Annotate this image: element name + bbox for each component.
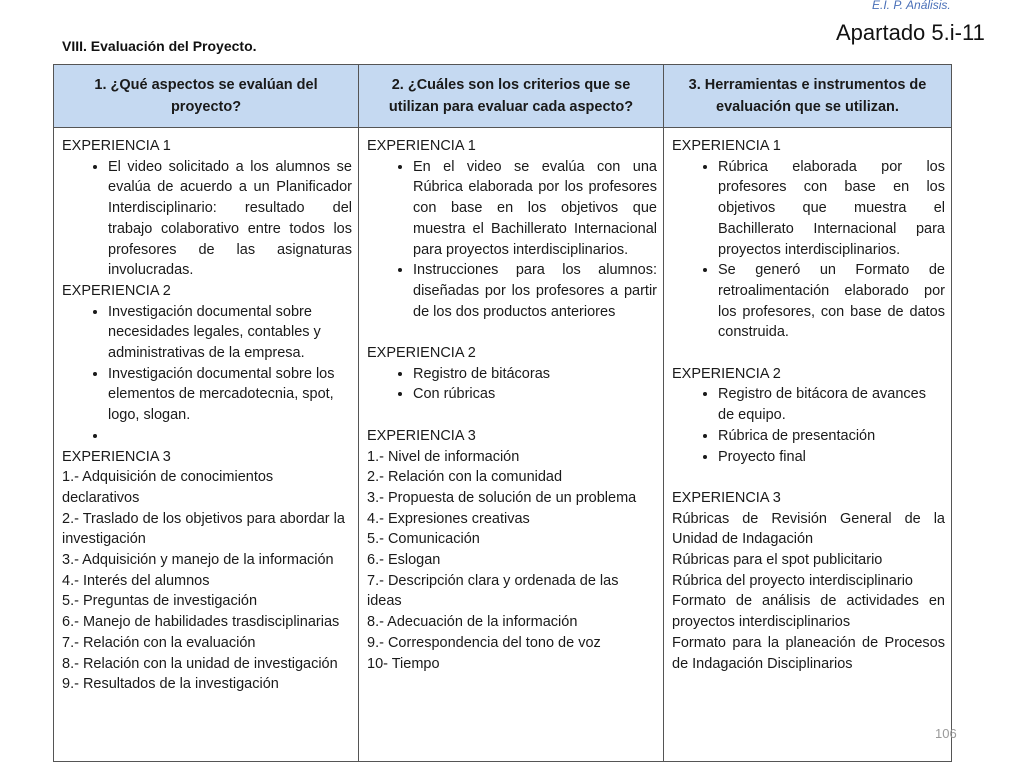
col1-exp2-title: EXPERIENCIA 2 — [62, 282, 171, 299]
col2-exp1-title: EXPERIENCIA 1 — [367, 138, 476, 154]
col3-exp1-list — [672, 157, 945, 343]
list-item: 8.- Relación con la unidad de investigación — [62, 655, 338, 672]
col2-exp2-title: EXPERIENCIA 2 — [367, 345, 476, 362]
col1-exp1-title: EXPERIENCIA 1 — [62, 138, 171, 154]
slide-label: Apartado 5.i-11 — [836, 20, 985, 45]
list-item: Rúbricas de Revisión General de la Unidad de Indagación — [672, 510, 945, 548]
list-item: • Investigación documental sobre los elementos de mercadotecnia, spot, logo, slogan. — [108, 364, 352, 426]
evaluation-table — [53, 64, 952, 762]
list-item: • El video solicitado a los alumnos se evalúa de acuerdo a un Planificador Interdisciplinario: resultado del trabajo colaborativo entre todos los profesores de las asignaturas involucradas. — [108, 157, 352, 281]
list-item: 7.- Descripción clara y ordenada de las ideas — [367, 572, 619, 610]
list-item: Rúbrica del proyecto interdisciplinario — [672, 572, 913, 589]
col1-exp2-list — [62, 302, 352, 447]
list-item: • Instrucciones para los alumnos: diseñadas por los profesores a partir de los dos productos anteriores — [413, 260, 657, 322]
table-body-row — [54, 128, 952, 762]
list-item: 7.- Relación con la evaluación — [62, 634, 256, 651]
col3-exp3-title: EXPERIENCIA 3 — [672, 489, 781, 506]
col2-exp1-list — [367, 157, 657, 323]
list-item: • Con rúbricas — [413, 384, 657, 405]
list-item: 5.- Preguntas de investigación — [62, 593, 258, 610]
col3-exp2-list — [672, 384, 945, 467]
list-item: 9.- Resultados de la investigación — [62, 676, 279, 693]
header-aspects: 1. ¿Qué aspectos se evalúan del proyecto? — [54, 65, 359, 128]
list-item: Formato para la planeación de Procesos de Indagación Disciplinarios — [672, 634, 945, 672]
list-item: 1.- Adquisición de conocimientos declarativos — [62, 469, 274, 506]
column-tools — [664, 128, 952, 762]
section-title: VIII. Evaluación del Proyecto. — [62, 38, 257, 54]
list-item: • Rúbrica de presentación — [718, 426, 945, 447]
table-header-row — [54, 65, 952, 128]
col1-exp3-list — [62, 467, 352, 695]
col3-exp1-title: EXPERIENCIA 1 — [672, 138, 781, 154]
list-item: Formato de análisis de actividades en proyectos interdisciplinarios — [672, 593, 945, 631]
column-criteria — [359, 128, 664, 762]
col3-exp2-title: EXPERIENCIA 2 — [672, 365, 781, 382]
header-criteria: 2. ¿Cuáles son los criterios que se utilizan para evaluar cada aspecto? — [359, 65, 664, 128]
page-number: 106 — [935, 726, 957, 741]
list-item: • Registro de bitácoras — [413, 364, 657, 385]
list-item: 10- Tiempo — [367, 655, 440, 672]
header-note: E.I. P. Análisis. — [872, 0, 951, 12]
list-item: 4.- Expresiones creativas — [367, 510, 530, 527]
col1-exp1-list — [62, 157, 352, 281]
list-item: Rúbricas para el spot publicitario — [672, 552, 883, 569]
col2-exp3-list — [367, 447, 657, 675]
list-item: 2.- Traslado de los objetivos para abordar la investigación — [62, 510, 345, 548]
column-aspects — [54, 128, 359, 762]
list-item: • Registro de bitácora de avances de equipo. — [718, 384, 945, 425]
list-item: • Se generó un Formato de retroalimentación elaborado por los profesores, con base de datos construida. — [718, 260, 945, 343]
list-item: • Proyecto final — [718, 447, 945, 468]
header-tools: 3. Herramientas e instrumentos de evaluación que se utilizan. — [664, 65, 952, 128]
list-item: • En el video se evalúa con una Rúbrica elaborada por los profesores con base en los objetivos que muestra el Bachillerato Internacional para proyectos interdisciplinarios. — [413, 157, 657, 261]
list-item — [108, 426, 352, 447]
list-item: 3.- Propuesta de solución de un problema — [367, 489, 637, 506]
list-item: 4.- Interés del alumnos — [62, 572, 210, 589]
list-item: 6.- Eslogan — [367, 552, 441, 569]
list-item: • Investigación documental sobre necesidades legales, contables y administrativas de la empresa. — [108, 302, 352, 364]
list-item: 6.- Manejo de habilidades trasdisciplinarias — [62, 614, 340, 631]
col2-exp2-list — [367, 364, 657, 405]
col1-exp3-title: EXPERIENCIA 3 — [62, 448, 171, 465]
list-item: 1.- Nivel de información — [367, 448, 520, 465]
col2-exp3-title: EXPERIENCIA 3 — [367, 427, 476, 444]
list-item: 2.- Relación con la comunidad — [367, 469, 563, 486]
list-item: 8.- Adecuación de la información — [367, 614, 578, 631]
list-item: 3.- Adquisición y manejo de la información — [62, 552, 334, 569]
list-item: 5.- Comunicación — [367, 531, 480, 548]
list-item: 9.- Correspondencia del tono de voz — [367, 634, 601, 651]
col3-exp3-list — [672, 509, 945, 675]
list-item: • Rúbrica elaborada por los profesores con base en los objetivos que muestra el Bachillerato Internacional para proyectos interdisciplinarios. — [718, 157, 945, 261]
